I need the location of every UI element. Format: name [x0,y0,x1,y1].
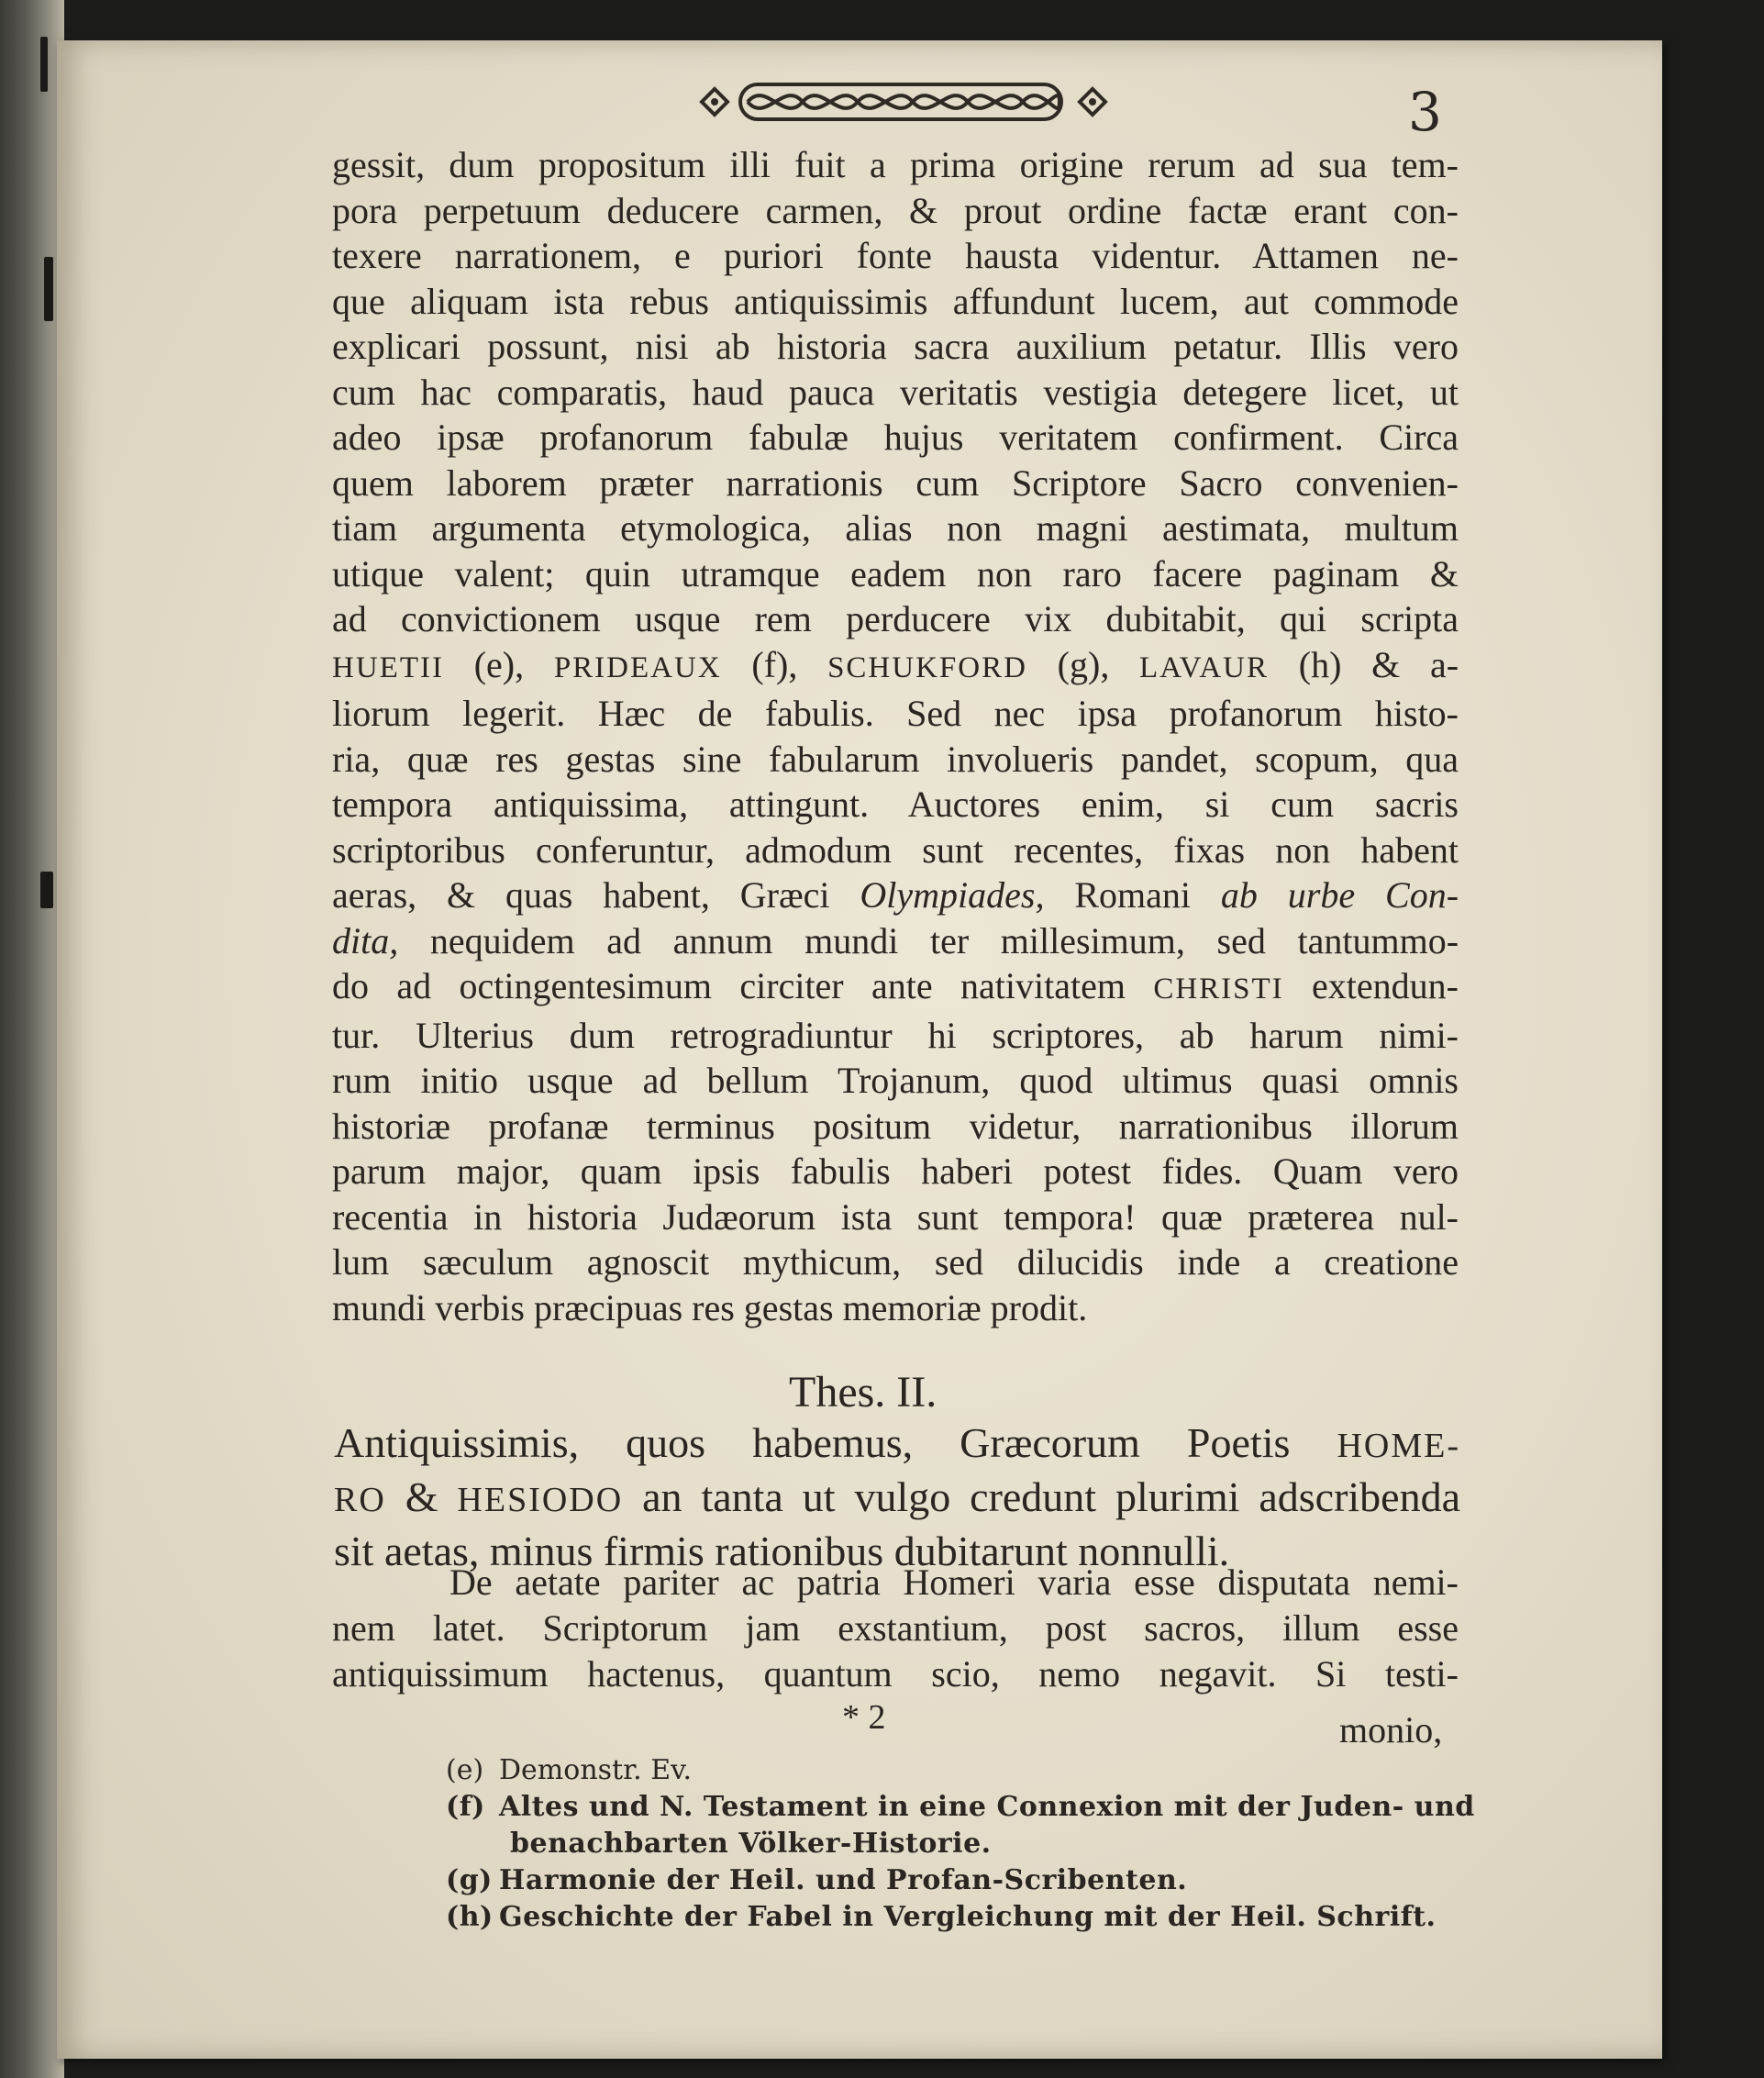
text-line: ria, quæ res gestas sine fabularum involueris pandet, scopum, qua [332,738,1459,780]
name-hesiodo: HESIODO [457,1481,624,1519]
text-line: cum hac comparatis, haud pauca veritatis vestigia detegere licet, ut [332,371,1459,413]
book-spine [0,0,64,2078]
thesis-heading: Thes. II. [789,1368,937,1417]
text-line: parum major, quam ipsis fabulis haberi potest fides. Quam vero [332,1150,1459,1192]
binding-thread [40,37,48,92]
footnote-mark: (h) [446,1901,494,1933]
footnote-f [446,1789,1475,1826]
footnote-ref-g: (g), [1057,643,1110,685]
text-line: gessit, dum propositum illi fuit a prima origine rerum ad sua tem- [332,144,1459,185]
footnote-g [446,1862,1464,1899]
text-fragment: & [405,1473,438,1520]
binding-thread [40,872,53,908]
ornament-scroll-icon [683,75,1124,128]
text-line-authors [332,642,1459,692]
body-paragraph-2 [332,1560,1459,1697]
footnote-text: benachbarten Völker-Historie. [510,1828,992,1860]
text-fragment: nequidem ad annum mundi ter millesimum, sed tantummo- [429,919,1459,961]
thesis-statement [334,1417,1460,1577]
author-huetii: HUETII [332,650,444,684]
footnote-ref-h: (h) [1298,643,1342,685]
author-lavaur: LAVAUR [1139,650,1270,684]
thesis-line [334,1472,1460,1526]
text-fragment: an tanta ut vulgo credunt plurimi adscribenda [642,1473,1461,1520]
text-line: liorum legerit. Hæc de fabulis. Sed nec ipsa profanorum histo- [332,693,1459,734]
author-prideaux: PRIDEAUX [553,650,722,684]
text-line: tur. Ulterius dum retrogradiuntur hi scriptores, ab harum nimi- [332,1014,1459,1056]
text-line-christi [332,963,1459,1013]
text-line: recentia in historia Judæorum ista sunt tempora! quæ præterea nul- [332,1195,1459,1238]
footnote-e [446,1752,1464,1789]
text-line: utique valent; quin utramque eadem non raro facere paginam & [332,552,1459,595]
catchword: monio, [1339,1709,1443,1750]
text-fragment: do ad octingentesimum circiter ante nativitatem [332,965,1126,1006]
text-line-condita [332,918,1459,964]
footnote-h [446,1899,1464,1936]
text-line: que aliquam ista rebus antiquissimis affundunt lucem, aut commode [332,280,1459,322]
author-schukford: SCHUKFORD [827,650,1027,684]
text-line: nem latet. Scriptorum jam exstantium, post sacros, illum esse [332,1607,1459,1649]
footnote-ref-e: (e), [473,643,525,685]
term-christi: CHRISTI [1153,972,1284,1006]
text-fragment: & a- [1371,643,1459,685]
footnote-mark: (f) [446,1791,485,1823]
text-line: De aetate pariter ac patria Homeri varia esse disputata nemi- [449,1561,1459,1603]
text-line: tempora antiquissima, attingunt. Auctores enim, si cum sacris [332,783,1459,825]
text-line: scriptoribus conferuntur, admodum sunt recentes, fixas non habent [332,828,1459,871]
footnote-text: Geschichte der Fabel in Vergleichung mit der Heil. Schrift. [499,1901,1437,1933]
signature-mark: * 2 [842,1698,886,1737]
footnote-ref-f: (f), [751,643,798,685]
text-line-olympiades [332,872,1459,918]
text-line: antiquissimum hactenus, quantum scio, nemo negavit. Si testi- [332,1653,1459,1695]
name-homero: HOME- [1337,1427,1460,1465]
text-line-last: mundi verbis præcipuas res gestas memoriæ prodit. [332,1286,1088,1328]
term-condita: dita, [332,919,399,961]
term-olympiades: Olympiades, [860,874,1045,916]
text-line: tiam argumenta etymologica, alias non magni aestimata, multum [332,507,1459,549]
footnote-f-cont [446,1826,1464,1862]
footnote-text: Harmonie der Heil. und Profan-Scribenten. [499,1864,1188,1896]
page-number: 3 [1408,81,1442,143]
term-ab-urbe: ab urbe Con- [1220,874,1459,916]
text-fragment: aeras, & quas habent, Græci [332,874,830,916]
text-fragment: Romani [1074,874,1192,916]
footnote-mark: (g) [446,1864,493,1896]
text-line: pora perpetuum deducere carmen, & prout ordine factæ erant con- [332,189,1459,231]
text-line: texere narrationem, e puriori fonte hausta videntur. Attamen ne- [332,235,1459,276]
binding-thread [44,257,53,321]
text-line: explicari possunt, nisi ab historia sacra auxilium petatur. Illis vero [332,326,1459,367]
footnote-text: Demonstr. Ev. [499,1754,693,1786]
text-line: historiæ profanæ terminus positum videtur, narrationibus illorum [332,1105,1459,1147]
text-fragment: Antiquissimis, quos habemus, Græcorum Poetis [334,1419,1291,1466]
text-line: rum initio usque ad bellum Trojanum, quod ultimus quasi omnis [332,1060,1459,1101]
body-paragraph-1 [332,142,1459,1330]
footnote-text: Altes und N. Testament in eine Connexion mit der Juden- und [499,1791,1475,1823]
text-line: ad convictionem usque rem perducere vix dubitabit, qui scripta [332,598,1459,639]
thesis-line: sit aetas, minus firmis rationibus dubitarunt nonnulli. [334,1528,1230,1574]
footnotes [446,1752,1475,1936]
text-fragment: extendun- [1312,965,1459,1006]
text-line: adeo ipsæ profanorum fabulæ hujus veritatem confirment. Circa [332,417,1459,458]
thesis-line [334,1417,1460,1472]
text-line: lum sæculum agnoscit mythicum, sed dilucidis inde a creatione [332,1241,1459,1283]
footnote-mark: (e) [446,1754,484,1786]
text-line: quem laborem præter narrationis cum Scriptore Sacro convenien- [332,461,1459,504]
name-homero-cont: RO [334,1481,386,1519]
